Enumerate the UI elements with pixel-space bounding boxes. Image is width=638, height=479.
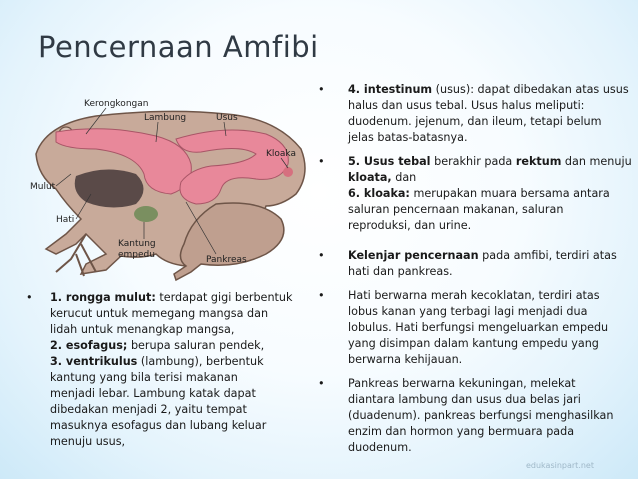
frog-digestive-diagram (26, 94, 311, 284)
term-kloaka: 6. kloaka: (348, 187, 410, 200)
frog-illustration (26, 94, 311, 284)
label-mulut: Mulut (30, 182, 56, 192)
list-item: • Pankreas berwarna kekuningan, melekat diantara lambung dan usus dua belas jari (duadenum). pankreas berfungsi menghasilkan enzim dan hormon yang bermuara pada duodenum. (318, 377, 614, 454)
term-ventrikulus: 3. ventrikulus (50, 355, 138, 368)
list-item: • 4. intestinum (usus): dapat dibedakan atas usus halus dan usus tebal. Usus halus meliputi: duodenum. jejenum, dan ileum, tetapi belum jelas batas-batasnya. (318, 83, 629, 144)
bullet-marker: • (318, 377, 325, 390)
label-usus: Usus (216, 113, 238, 123)
bullet-marker: • (26, 291, 33, 304)
label-kloaka: Kloaka (266, 149, 296, 159)
left-text-column (26, 290, 296, 458)
label-hati: Hati (56, 215, 75, 225)
bullet-marker: • (318, 249, 325, 262)
slide-title: Pencernaan Amfibi (38, 30, 319, 64)
left-bullet-list (26, 290, 296, 450)
right-text-column (318, 82, 632, 464)
term-kelenjar-pencernaan: Kelenjar pencernaan (348, 249, 479, 262)
label-kerongkongan: Kerongkongan (84, 99, 149, 109)
label-lambung: Lambung (144, 113, 187, 123)
cloaca-organ (283, 167, 293, 177)
bullet-marker: • (318, 155, 325, 168)
term-esofagus: 2. esofagus; (50, 339, 128, 352)
list-item: • Kelenjar pencernaan pada amfibi, terdiri atas hati dan pankreas. (318, 249, 617, 278)
label-pankreas: Pankreas (206, 255, 247, 265)
list-item: • 1. rongga mulut: terdapat gigi berbentuk kerucut untuk memegang mangsa dan lidah untuk menangkap mangsa, 2. esofagus; berupa saluran pendek, 3. ventrikulus (lambung), berbentuk kantung yang bila terisi makanan menjadi lebar. Lambung katak dapat dibedakan menjadi 2, yaitu tempat masuknya esofagus dan lubang keluar menuju usus, (26, 291, 293, 448)
gall-bladder-organ (134, 206, 158, 222)
term-usus-tebal: 5. Usus tebal (348, 155, 431, 168)
list-item: • Hati berwarna merah kecoklatan, terdiri atas lobus kanan yang terbagi lagi menjadi dua lobulus. Hati berfungsi mengeluarkan empedu yang disimpan dalam kantung empedu yang berwarna kehijauan. (318, 289, 609, 366)
term-intestinum: 4. intestinum (348, 83, 433, 96)
term-rongga-mulut: 1. rongga mulut: (50, 291, 156, 304)
bullet-marker: • (318, 83, 325, 96)
watermark: edukasinpart.net (525, 461, 594, 470)
list-item: • 5. Usus tebal berakhir pada rektum dan menuju kloata, dan 6. kloaka: merupakan muara bersama antara saluran pencernaan makanan, saluran reproduksi, dan urine. (318, 155, 632, 232)
label-kantung: Kantung (118, 239, 156, 249)
label-empedu: empedu (118, 250, 155, 260)
right-bullet-list (318, 82, 632, 456)
bullet-marker: • (318, 289, 325, 302)
